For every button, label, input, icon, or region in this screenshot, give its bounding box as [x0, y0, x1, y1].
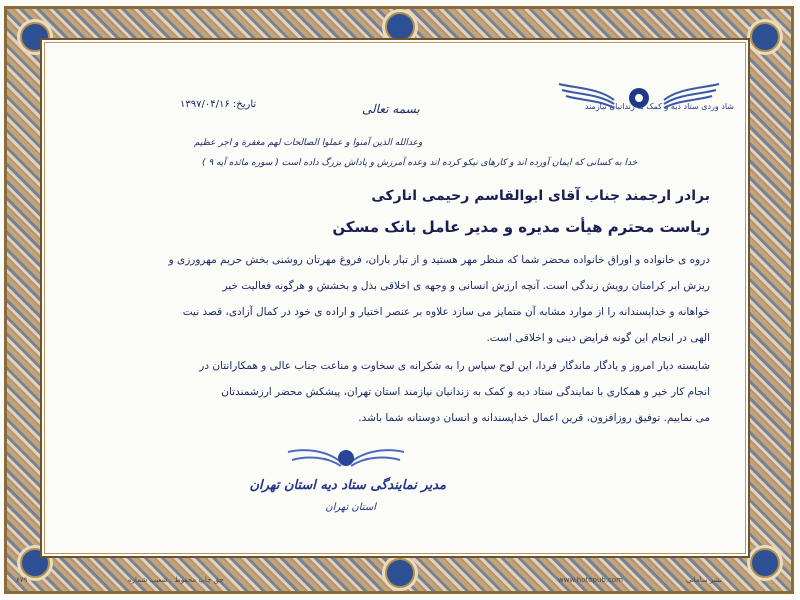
date-field	[180, 99, 256, 110]
signature-subtitle: استان تهران	[325, 502, 376, 513]
logo-caption: شاد وردی ستاد دیه و کمک به زندانیان نیازمند	[584, 102, 734, 111]
body-line: انجام کار خیر و همکاری با نمایندگی ستاد دیه و کمک به زندانیان نیازمند استان تهران، پیشکش محضر ارزشمندتان	[221, 386, 710, 398]
body-line: الهی در انجام این گونه فرایض دینی و اخلاقی است.	[486, 332, 710, 344]
body-line: می نماییم. توفیق روزافزون، قرین اعمال خداپسندانه و انسان دوستانه شما باشد.	[358, 412, 710, 424]
footer-publisher: نشر سامانی	[686, 576, 722, 584]
body-line: شایسته دیار امروز و یادگار ماندگار فردا، این لوح سپاس را به شکرانه ی سخاوت و مناعت جناب عالی و همکارانتان در	[199, 360, 710, 372]
body-line: ریزش ابر کرامتان رویش زندگی است. آنچه ارزش انسانی و وجهه ی اخلاقی بذل و بخشش و هرگونه فعالیت خیر	[222, 280, 710, 292]
body-line: دروه ی خانواده و اوراق خانواده محضر شما که منظر مهر هستید و از تبار باران، فروغ مهرتان روشنی بخش حریم مهرورزی و	[168, 254, 710, 266]
signature-block	[236, 440, 446, 530]
date-label: تاریخ:	[232, 99, 257, 110]
recipient-title: ریاست محترم هیأت مدیره و مدیر عامل بانک مسکن	[332, 218, 710, 236]
quran-verse-arabic: وعدالله الذین آمنوا و عملوا الصالحات لهم مغفرة و اجر عظیم	[194, 138, 423, 148]
corner-medallion-icon	[750, 548, 780, 578]
body-line: خواهانه و خداپسندانه را از موارد مشابه آن متمایز می سازد علاوه بر عنصر اختیار و اراده ی خود در کمال آزادی، قصد نیت	[182, 306, 710, 318]
certificate-content	[44, 42, 746, 554]
footer-serial-number: ۶۷۹	[16, 576, 28, 584]
signature-emblem-icon	[286, 440, 406, 480]
quran-verse-translation	[202, 158, 637, 168]
footer-url: www.hotopub.com	[558, 576, 624, 584]
date-value: ۱۳۹۷/۰۴/۱۶	[180, 99, 230, 110]
recipient-name: برادر ارجمند جناب آقای ابوالقاسم رحیمی انارکی	[371, 188, 710, 204]
border-medallion-icon	[385, 558, 415, 588]
footer-copyright: حق چاپ محفوظ . شعیب شماره	[128, 576, 224, 584]
basmala-heading: بسمه تعالی	[362, 102, 420, 116]
verse-translation-text: خدا به کسانی که ایمان آورده اند و کارهای نیکو کرده اند وعده آمرزش و پاداش بزرگ داده است	[281, 158, 638, 168]
verse-reference: ( سوره مائده آیه ۹ )	[202, 158, 279, 168]
signature-title: مدیر نمایندگی ستاد دیه استان تهران	[249, 478, 446, 493]
corner-medallion-icon	[750, 22, 780, 52]
